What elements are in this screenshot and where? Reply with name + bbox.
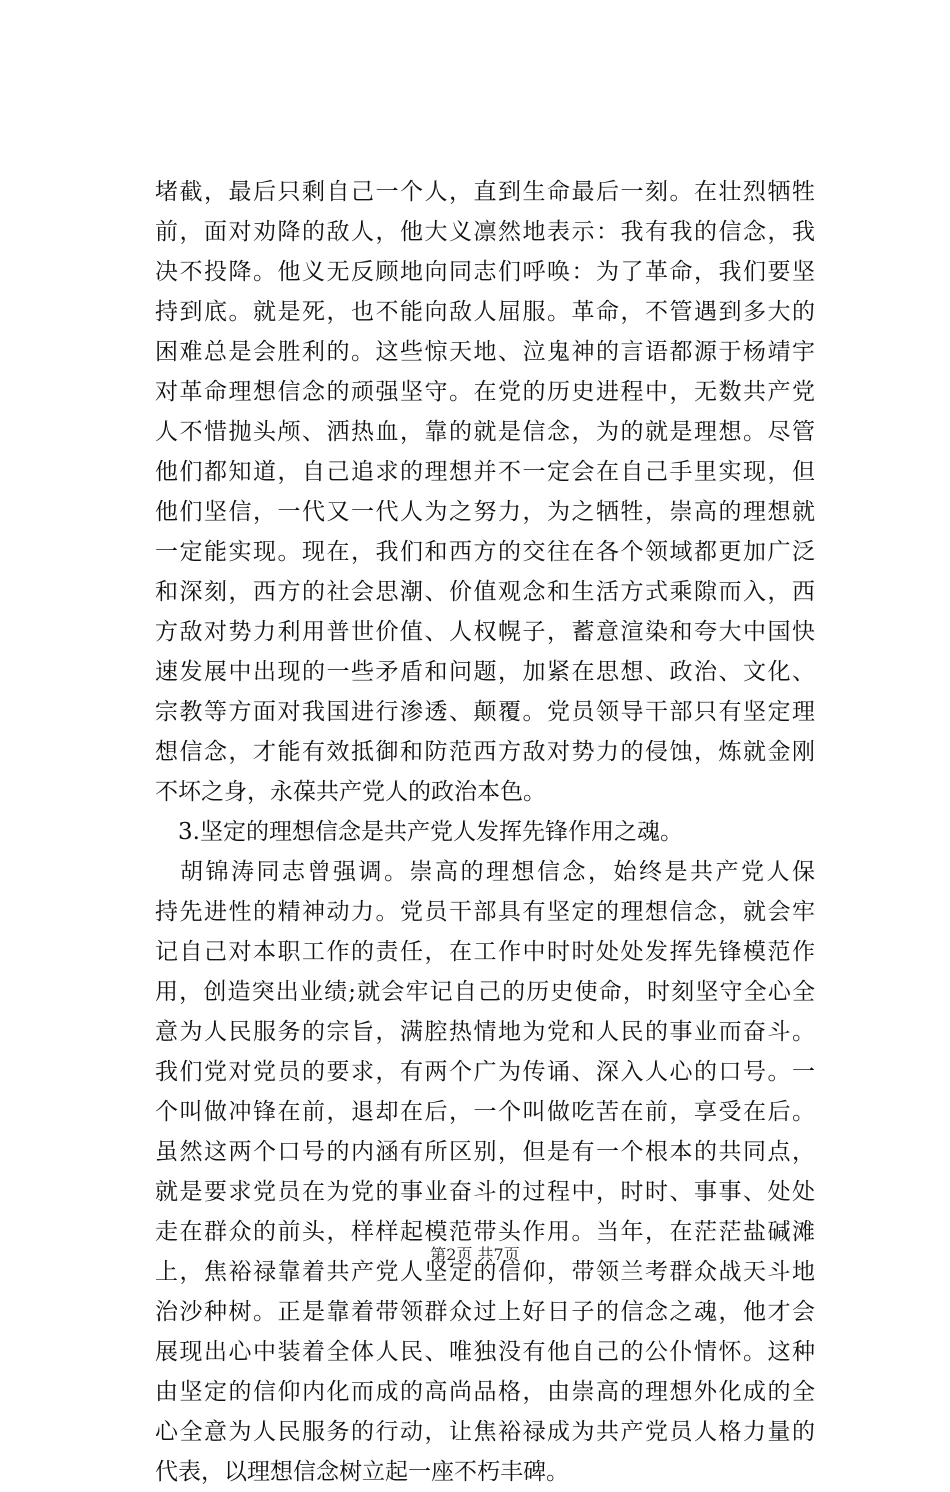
text-line: 前，面对劝降的敌人，他大义凛然地表示：我有我的信念，我 [155,219,815,245]
text-line: 想信念，才能有效抵御和防范西方敌对势力的侵蚀，炼就金刚 [155,739,815,765]
text-line: 对革命理想信念的顽强坚守。在党的历史进程中，无数共产党 [155,379,815,405]
text-line: 困难总是会胜利的。这些惊天地、泣鬼神的言语都源于杨靖宇 [155,339,815,365]
text-line: 持先进性的精神动力。党员干部具有坚定的理想信念，就会牢 [155,899,815,925]
text-line: 虽然这两个口号的内涵有所区别，但是有一个根本的共同点， [155,1139,815,1165]
document-body [155,172,815,1492]
text-line: 就是要求党员在为党的事业奋斗的过程中，时时、事事、处处 [155,1179,815,1205]
page-footer: 第2页 共7页 [430,1245,520,1264]
section-heading: 3.坚定的理想信念是共产党人发挥先锋作用之魂。 [178,819,683,845]
text-line: 意为人民服务的宗旨，满腔热情地为党和人民的事业而奋斗。 [155,1019,815,1045]
text-line: 胡锦涛同志曾强调。崇高的理想信念，始终是共产党人保 [180,859,815,885]
text-line: 展现出心中装着全体人民、唯独没有他自己的公仆情怀。这种 [155,1339,815,1365]
text-line: 走在群众的前头，样样起模范带头作用。当年，在茫茫盐碱滩 [155,1219,815,1245]
text-line: 他们都知道，自己追求的理想并不一定会在自己手里实现，但 [155,459,815,485]
text-line: 心全意为人民服务的行动，让焦裕禄成为共产党员人格力量的 [155,1419,815,1445]
text-line: 堵截，最后只剩自己一个人，直到生命最后一刻。在壮烈牺牲 [155,179,815,205]
text-line: 方敌对势力利用普世价值、人权幌子，蓄意渲染和夸大中国快 [155,619,815,645]
text-line: 不坏之身，永葆共产党人的政治本色。 [155,779,546,805]
text-line: 他们坚信，一代又一代人为之努力，为之牺牲，崇高的理想就 [155,499,815,525]
text-line: 用，创造突出业绩;就会牢记自己的历史使命，时刻坚守全心全 [155,979,815,1005]
text-line: 持到底。就是死，也不能向敌人屈服。革命，不管遇到多大的 [155,299,815,325]
text-line: 个叫做冲锋在前，退却在后，一个叫做吃苦在前，享受在后。 [155,1099,815,1125]
text-line: 记自己对本职工作的责任，在工作中时时处处发挥先锋模范作 [155,939,815,965]
text-line: 上，焦裕禄靠着共产党人坚定的信仰，带领兰考群众战天斗地 [155,1259,815,1285]
text-line: 人不惜抛头颅、洒热血，靠的就是信念，为的就是理想。尽管 [155,419,815,445]
text-line: 代表，以理想信念树立起一座不朽丰碑。 [155,1459,569,1485]
text-line: 决不投降。他义无反顾地向同志们呼唤：为了革命，我们要坚 [155,259,815,285]
text-line: 治沙种树。正是靠着带领群众过上好日子的信念之魂，他才会 [155,1299,815,1325]
text-line: 一定能实现。现在，我们和西方的交往在各个领域都更加广泛 [155,539,815,565]
text-line: 我们党对党员的要求，有两个广为传诵、深入人心的口号。一 [155,1059,815,1085]
text-line: 宗教等方面对我国进行渗透、颠覆。党员领导干部只有坚定理 [155,699,815,725]
text-line: 由坚定的信仰内化而成的高尚品格，由崇高的理想外化成的全 [155,1379,815,1405]
text-line: 速发展中出现的一些矛盾和问题，加紧在思想、政治、文化、 [155,659,815,685]
text-line: 和深刻，西方的社会思潮、价值观念和生活方式乘隙而入，西 [155,579,815,605]
